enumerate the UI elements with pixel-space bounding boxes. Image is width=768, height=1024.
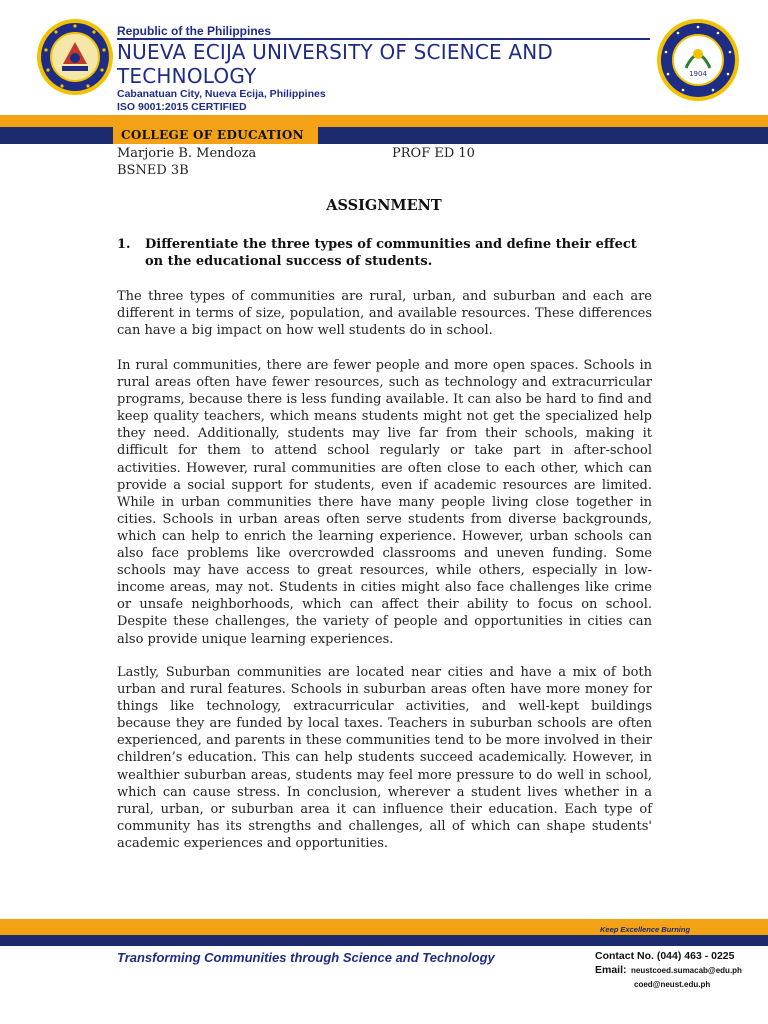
email-label: Email: (595, 964, 627, 976)
paragraph-intro: The three types of communities are rural, urban, and suburban and each are different in terms of size, population, and available resources. These differences can have a big impact on how well students do in school. (117, 289, 652, 339)
question-text: Differentiate the three types of communities and define their effect on the educational success of students. (145, 237, 637, 269)
university-name (117, 40, 657, 88)
footer-tagline: Transforming Communities through Science and Technology (117, 950, 495, 965)
footer-motto: Keep Excellence Burning (600, 925, 691, 934)
college-label: COLLEGE OF EDUCATION (113, 127, 318, 144)
university-name-line2: TECHNOLOGY (117, 64, 257, 88)
email-address-1[interactable]: neustcoed.sumacab@edu.ph (631, 966, 742, 975)
document-title: ASSIGNMENT (326, 197, 442, 214)
college-seal-icon (656, 18, 740, 102)
footer-band-navy (0, 935, 768, 946)
paragraph-suburban: Lastly, Suburban communities are located near cities and have a mix of both urban and rural features. Schools in suburban areas often have more money for things like technology, extracurricular activities, and well-kept buildings because they are funded by local taxes. Teachers in suburban schools are often experienced, and parents in these communities tend to be more involved in their children’s education. This can help students succeed academically. However, in wealthier suburban areas, students may feel more pressure to do well in school, which can cause stress. In conclusion, wherever a student lives whether in a rural, urban, or suburban area it can influence their education. Each type of community has its strengths and challenges, all of which can shape students' academic experiences and opportunities. (117, 665, 652, 851)
paragraph-rural-urban: In rural communities, there are fewer people and more open spaces. Schools in rural areas often have fewer resources, such as technology and extracurricular programs, because there is less funding available. It can also be hard to find and keep quality teachers, which means students might not get the specialized help they need. Additionally, students may live far from their schools, making it difficult for them to attend school regularly or take part in after-school activities. However, rural communities are often close to each other, which can provide a social support for students, even if academic resources are limited. While in urban communities there have many people living close together in cities. Schools in urban areas often serve students from diverse backgrounds, which can help to enrich the learning experience. However, urban schools can also face problems like overcrowded classrooms and uneven funding. Some schools may have access to great resources, while others, especially in low-income areas, may not. Students in cities might also face challenges like crime or unsafe neighborhoods, which can affect their ability to focus on school. Despite these challenges, the variety of people and opportunities in cities can also provide unique learning experiences. (117, 358, 652, 647)
question-number: 1. (117, 237, 131, 252)
seal-year: 1904 (689, 70, 707, 78)
question (117, 236, 652, 270)
university-name-line1: NUEVA ECIJA UNIVERSITY OF SCIENCE AND (117, 40, 554, 64)
university-seal-icon (36, 18, 114, 96)
student-name: Marjorie B. Mendoza (117, 146, 257, 161)
student-section: BSNED 3B (117, 163, 189, 178)
campus-location: Cabanatuan City, Nueva Ecija, Philippines (117, 88, 326, 100)
contact-number: Contact No. (044) 463 - 0225 (595, 950, 735, 962)
email-address-2[interactable]: coed@neust.edu.ph (634, 980, 711, 989)
course-code: PROF ED 10 (392, 146, 475, 161)
iso-certification: ISO 9001:2015 CERTIFIED (117, 101, 247, 113)
header-band-orange (0, 115, 768, 127)
republic-label: Republic of the Philippines (117, 24, 272, 38)
